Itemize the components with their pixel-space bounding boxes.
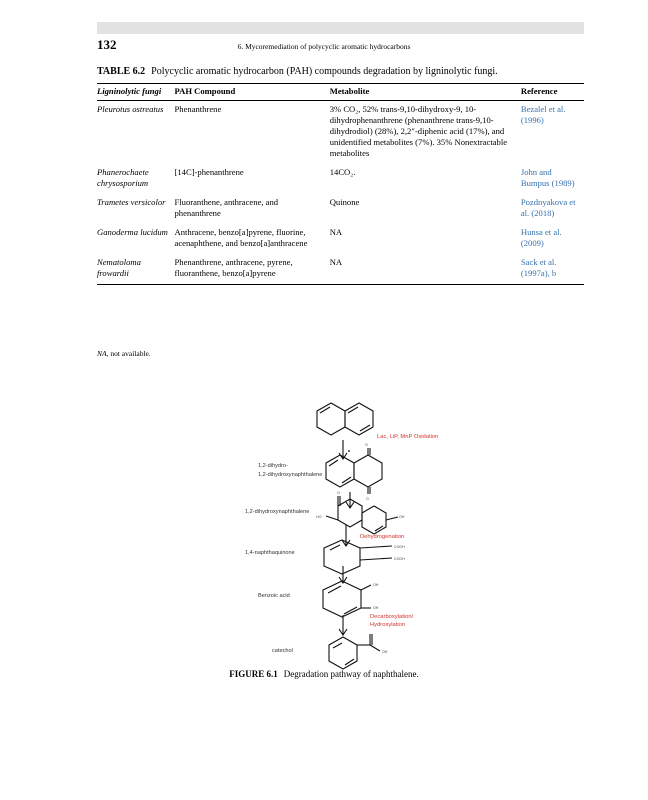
- oh-label-2: OH: [373, 606, 379, 610]
- dihydroxynaphthalene-structure: [326, 496, 398, 534]
- compound-cell: Phenanthrene: [174, 104, 222, 114]
- column-header-reference: Reference: [521, 84, 584, 101]
- naphthaquinone-label: 1,4-naphthaquinone: [245, 550, 295, 556]
- reference-link[interactable]: Bezalel et al. (1996): [520, 104, 566, 125]
- table-label: TABLE 6.2: [97, 66, 146, 77]
- oh-label-4: OH: [399, 515, 405, 519]
- fungi-cell: Trametes versicolor: [97, 197, 166, 207]
- o-label-2: O: [366, 497, 369, 501]
- footnote-text: not available.: [110, 349, 151, 358]
- decarboxylation-label-2: Hydroxylation: [370, 622, 406, 628]
- dot-mark: [348, 450, 350, 452]
- reference-link[interactable]: Sack et al. (1997a), b: [521, 254, 584, 285]
- o-label-1: O: [365, 443, 368, 447]
- compound-cell: Anthracene, benzo[a]pyrene, fluorine, acenaphthene, and benzo[a]anthracene: [174, 227, 308, 248]
- dehydrogenation-label: Dehydrogenation: [360, 534, 405, 540]
- fungi-cell: Ganoderma lucidum: [97, 227, 168, 237]
- running-head: 6. Mycoremediation of polycyclic aromatic hydrocarbons: [237, 42, 411, 51]
- dihydro-label-1: 1,2-dihydro-: [258, 463, 288, 469]
- reference-link[interactable]: Hunsa et al. (2009): [520, 227, 562, 248]
- cooh-label-2: COOH: [394, 557, 405, 561]
- figure-label: FIGURE 6.1: [229, 669, 278, 679]
- dihydroxy-label: 1,2-dihydroxynaphthalene: [245, 509, 310, 515]
- footnote-abbr: NA,: [97, 349, 109, 358]
- page-number: 132: [97, 37, 117, 52]
- oxidation-label: Lac, LiP, MnP Oxidation: [377, 434, 439, 440]
- dihydro-label-2: 1,2-dihydroxynaphthalene: [258, 472, 323, 478]
- o-label-3: O: [337, 491, 340, 495]
- compound-cell: [14C]-phenanthrene: [174, 167, 244, 177]
- compound-cell: Phenanthrene, anthracene, pyrene, fluoranthene, benzo[a]pyrene: [175, 254, 330, 285]
- naphthoquinone-structure: [326, 448, 382, 494]
- column-header-metabolite: Metabolite: [330, 84, 521, 101]
- metabolite-cell: Quinone: [329, 197, 360, 207]
- figure-caption-text: Degradation pathway of naphthalene.: [283, 669, 419, 679]
- benzoic-acid-structure: [323, 581, 371, 617]
- catechol-structure: [329, 634, 380, 669]
- cooh-label-1: COOH: [394, 545, 405, 549]
- fungi-cell: Pleurotus ostreatus: [97, 104, 164, 114]
- naphthalene-structure: [317, 403, 373, 435]
- naphthaquinone-structure: [324, 540, 392, 574]
- figure-caption: [0, 669, 648, 679]
- catechol-label: catechol: [272, 648, 293, 654]
- metabolite-cell: 3% CO₂, 52% trans-9,10-dihydroxy-9, 10-dihydrophenanthrene (phenanthrene trans-9,10-dihydrodiol) (28%), 2,2″-diphenic acid (17%), and unidentified metabolites (7%). 35% Nonextractable metabolites: [329, 104, 508, 158]
- compound-cell: Fluoranthene, anthracene, and phenanthrene: [174, 197, 279, 218]
- column-header-fungi: Ligninolytic fungi: [97, 84, 175, 101]
- ho-label: HO: [316, 515, 322, 519]
- metabolite-cell: NA: [330, 254, 521, 285]
- metabolite-cell: 14CO₂.: [329, 167, 356, 177]
- reference-link[interactable]: Pozdnyakova et al. (2018): [520, 197, 576, 218]
- fungi-cell: Nematoloma frowardii: [97, 254, 175, 285]
- decarboxylation-label-1: Decarboxylation/: [370, 614, 414, 620]
- metabolite-cell: NA: [329, 227, 343, 237]
- benzoic-acid-label: Benzoic acid: [258, 593, 290, 599]
- table-caption-text: Polycyclic aromatic hydrocarbon (PAH) compounds degradation by ligninolytic fungi.: [151, 66, 498, 77]
- reference-link[interactable]: John and Bumpus (1989): [520, 167, 575, 188]
- oh-label-1: OH: [373, 583, 379, 587]
- oh-label-3: OH: [382, 650, 388, 654]
- column-header-compound: PAH Compound: [175, 84, 330, 101]
- fungi-cell: Phanerochaete chrysosporium: [97, 167, 149, 188]
